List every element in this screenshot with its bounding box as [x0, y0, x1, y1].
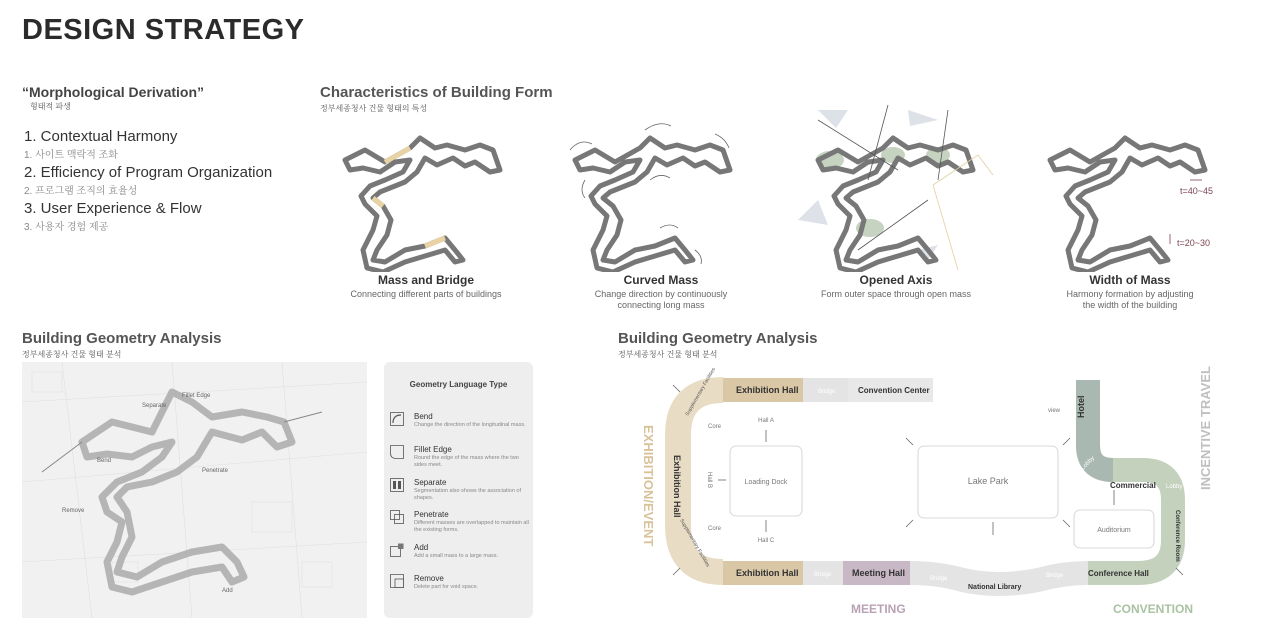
characteristic-caption: [1035, 273, 1225, 311]
characteristic-desc: the width of the building: [1082, 300, 1178, 310]
opened-axis-diagram: [798, 105, 993, 272]
geometry-language-desc: Delete part for void space.: [414, 584, 479, 590]
space-label: Exhibition Hall: [672, 455, 682, 518]
geometry-right-title: Building Geometry Analysis: [618, 330, 818, 347]
minor-label: Bridge: [814, 572, 832, 578]
space-label: Meeting Hall: [852, 568, 906, 578]
map-label: Bend: [97, 458, 112, 464]
map-label: Remove: [62, 508, 85, 514]
geometry-language-name: Add: [414, 543, 429, 552]
geometry-language-desc: Round the edge of the mass where the two sides meet.: [414, 455, 519, 468]
minor-label: Core: [708, 424, 722, 430]
characteristic-desc: Change direction by continuously: [594, 289, 728, 299]
characteristic-title: Mass and Bridge: [377, 273, 475, 287]
space-label: Commercial: [1110, 481, 1156, 490]
curved-mass-diagram: [570, 124, 730, 272]
zone-convention: CONVENTION: [1113, 602, 1194, 616]
space-label: Loading Dock: [744, 479, 788, 486]
strategy-heading: “Morphological Derivation”: [22, 84, 205, 100]
strategy-item-en: 2. Efficiency of Program Organization: [24, 164, 273, 181]
minor-label: Hall B: [706, 472, 712, 489]
site-map: [22, 362, 367, 618]
minor-label: Supplementary Facilities: [684, 366, 717, 417]
characteristic-desc: connecting long mass: [617, 300, 705, 310]
geometry-language-desc: Change the direction of the longitudinal mass.: [414, 422, 526, 428]
space-label: Lake Park: [967, 476, 1009, 486]
strategy-item-kr: 1. 사이트 맥락적 조화: [24, 150, 118, 161]
characteristics-title: Characteristics of Building Form: [320, 84, 553, 101]
strategy-item-kr: 3. 사용자 경험 제공: [24, 222, 109, 233]
characteristic-title: Width of Mass: [1089, 273, 1171, 287]
characteristics-subtitle: 정부세종청사 건물 형태의 특성: [320, 104, 428, 113]
width-label-bottom: t=20~30: [1177, 238, 1211, 248]
add-icon: [390, 543, 404, 557]
geometry-language-desc: Add a small mass to a large mass.: [414, 553, 499, 559]
characteristic-desc: Harmony formation by adjusting: [1066, 289, 1194, 299]
geometry-language-name: Fillet Edge: [414, 445, 452, 454]
geometry-language-name: Separate: [414, 478, 447, 487]
geometry-left-title: Building Geometry Analysis: [22, 330, 222, 347]
minor-label: Bridge: [1046, 573, 1064, 579]
space-label: Convention Center: [858, 386, 930, 395]
zone-meeting: MEETING: [851, 602, 906, 616]
space-label: National Library: [968, 584, 1022, 591]
geometry-language-desc: Different masses are overlapped to maintain all the existing forms.: [414, 520, 529, 533]
strategy-item-en: 3. User Experience & Flow: [24, 200, 202, 217]
geometry-left-heading: [22, 330, 222, 360]
width-label-top: t=40~45: [1180, 186, 1214, 196]
minor-label: Lobby: [1166, 484, 1183, 490]
minor-label: Lobby: [1080, 455, 1096, 472]
geometry-left-subtitle: 정부세종청사 건물 형태 분석: [22, 350, 122, 359]
geometry-language-name: Bend: [414, 412, 433, 421]
strategy-heading-kr: 형태적 파생: [30, 102, 71, 111]
zone-exhibition-event: EXHIBITION/EVENT: [641, 425, 656, 547]
space-label: Conference Hall: [1088, 569, 1149, 578]
strategy-item-en: 1. Contextual Harmony: [24, 128, 178, 145]
geometry-language-name: Remove: [414, 574, 444, 583]
fillet-edge-icon: [390, 445, 404, 459]
remove-icon: [390, 574, 404, 588]
separate-icon: [390, 478, 404, 492]
page-title: DESIGN STRATEGY: [22, 14, 305, 46]
characteristic-desc: Connecting different parts of buildings: [350, 289, 502, 299]
minor-label: Supplementary Facilities: [678, 518, 711, 569]
geometry-language-title: Geometry Language Type: [409, 380, 508, 389]
space-label: Exhibition Hall: [736, 385, 799, 395]
minor-label: Bridge: [818, 389, 836, 395]
characteristic-desc: Form outer space through open mass: [820, 289, 972, 299]
strategy-item-kr: 2. 프로그램 조직의 효율성: [24, 186, 138, 197]
characteristic-caption: [566, 273, 756, 311]
width-of-mass-diagram: [1050, 138, 1213, 272]
mass-and-bridge-diagram: [345, 138, 500, 272]
map-label: Fillet Edge: [182, 393, 211, 399]
map-label: Add: [222, 588, 233, 594]
space-label: Hotel: [1076, 395, 1086, 418]
strategy-item: [24, 200, 202, 233]
geometry-language-name: Penetrate: [414, 510, 449, 519]
space-label: Conference Room: [1174, 510, 1180, 562]
geometry-language-panel: [384, 362, 533, 618]
site-map-svg: [22, 362, 367, 618]
program-diagram: [618, 360, 1280, 640]
strategy-item: [24, 128, 177, 161]
minor-label: Hall C: [757, 538, 775, 544]
characteristic-caption: [331, 273, 521, 300]
geometry-language-desc: Segmentation also shows the association of shapes.: [414, 488, 522, 501]
penetrate-icon: [390, 510, 404, 524]
geometry-right-heading: [618, 330, 818, 360]
characteristic-caption: [801, 273, 991, 300]
zone-incentive-travel: INCENTIVE TRAVEL: [1198, 366, 1213, 490]
exhibition-ring-left: [678, 390, 723, 572]
map-label: Penetrate: [202, 468, 229, 474]
geometry-right-subtitle: 정부세종청사 건물 형태 분석: [618, 350, 718, 359]
space-label: Exhibition Hall: [736, 568, 799, 578]
bend-icon: [390, 412, 404, 426]
minor-label: Core: [708, 526, 722, 532]
minor-label: Bridge: [930, 576, 948, 582]
space-label: Auditorium: [1097, 527, 1131, 534]
characteristic-title: Curved Mass: [623, 273, 699, 287]
minor-label: view: [1048, 408, 1061, 414]
strategy-heading-block: [22, 84, 204, 112]
strategy-item: [24, 164, 272, 197]
characteristic-title: Opened Axis: [859, 273, 933, 287]
minor-label: Hall A: [758, 418, 774, 424]
map-label: Separate: [142, 403, 167, 409]
characteristics-diagrams: [320, 100, 1280, 272]
